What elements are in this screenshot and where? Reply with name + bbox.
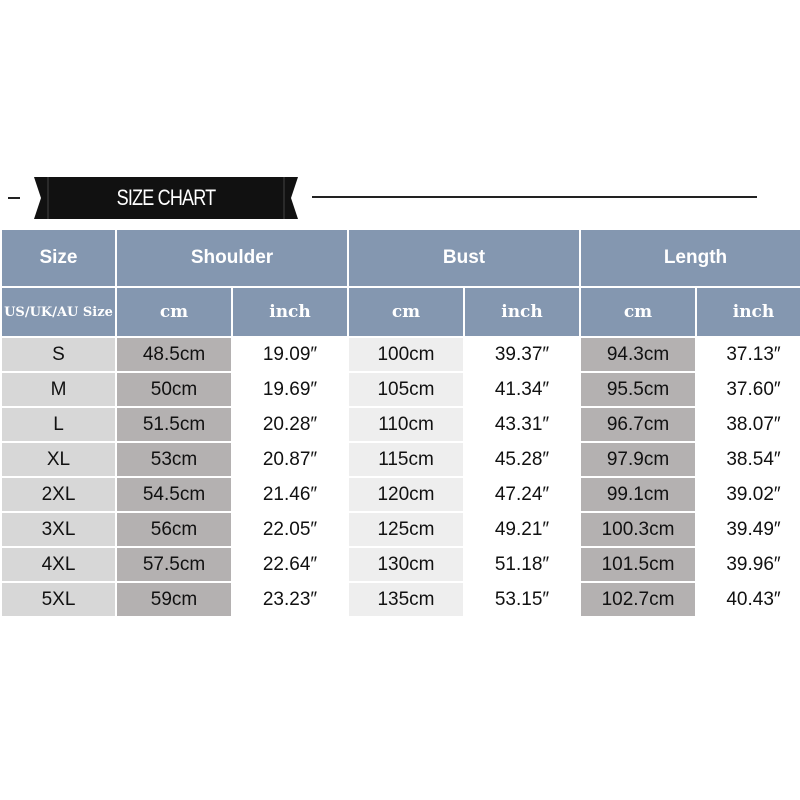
subheader-bust-inch: inch: [465, 288, 579, 336]
length-inch-cell: 39.96″: [697, 548, 800, 581]
bust-cm-cell: 135cm: [349, 583, 463, 616]
bust-cm-cell: 105cm: [349, 373, 463, 406]
length-inch-cell: 38.54″: [697, 443, 800, 476]
bust-cm-cell: 125cm: [349, 513, 463, 546]
shoulder-cm-cell: 57.5cm: [117, 548, 231, 581]
length-cm-cell: 94.3cm: [581, 338, 695, 371]
banner-rule: [312, 196, 757, 198]
length-inch-cell: 37.13″: [697, 338, 800, 371]
subheader-bust-cm: cm: [349, 288, 463, 336]
bust-inch-cell: 49.21″: [465, 513, 579, 546]
bust-inch-cell: 39.37″: [465, 338, 579, 371]
shoulder-cm-cell: 51.5cm: [117, 408, 231, 441]
size-cell: 2XL: [2, 478, 115, 511]
size-cell: M: [2, 373, 115, 406]
shoulder-inch-cell: 20.28″: [233, 408, 347, 441]
size-cell: 5XL: [2, 583, 115, 616]
subheader-length-cm: cm: [581, 288, 695, 336]
bust-cm-cell: 120cm: [349, 478, 463, 511]
length-cm-cell: 100.3cm: [581, 513, 695, 546]
bust-inch-cell: 45.28″: [465, 443, 579, 476]
bust-cm-cell: 100cm: [349, 338, 463, 371]
bust-inch-cell: 53.15″: [465, 583, 579, 616]
banner-dash: [8, 197, 20, 199]
bust-inch-cell: 43.31″: [465, 408, 579, 441]
header-length: Length: [581, 230, 800, 286]
header-size: Size: [2, 230, 115, 286]
banner-title: SIZE CHART: [116, 185, 216, 210]
length-inch-cell: 37.60″: [697, 373, 800, 406]
bust-inch-cell: 51.18″: [465, 548, 579, 581]
shoulder-inch-cell: 22.64″: [233, 548, 347, 581]
bust-inch-cell: 41.34″: [465, 373, 579, 406]
bust-cm-cell: 110cm: [349, 408, 463, 441]
bust-inch-cell: 47.24″: [465, 478, 579, 511]
header-shoulder: Shoulder: [117, 230, 347, 286]
length-cm-cell: 102.7cm: [581, 583, 695, 616]
length-cm-cell: 95.5cm: [581, 373, 695, 406]
subheader-size: US/UK/AU Size: [2, 288, 115, 336]
shoulder-inch-cell: 19.09″: [233, 338, 347, 371]
size-cell: 4XL: [2, 548, 115, 581]
shoulder-cm-cell: 53cm: [117, 443, 231, 476]
shoulder-cm-cell: 56cm: [117, 513, 231, 546]
length-cm-cell: 101.5cm: [581, 548, 695, 581]
shoulder-cm-cell: 59cm: [117, 583, 231, 616]
size-cell: 3XL: [2, 513, 115, 546]
shoulder-cm-cell: 50cm: [117, 373, 231, 406]
size-cell: S: [2, 338, 115, 371]
length-cm-cell: 96.7cm: [581, 408, 695, 441]
size-cell: L: [2, 408, 115, 441]
shoulder-inch-cell: 23.23″: [233, 583, 347, 616]
length-inch-cell: 39.02″: [697, 478, 800, 511]
size-cell: XL: [2, 443, 115, 476]
subheader-shoulder-inch: inch: [233, 288, 347, 336]
length-inch-cell: 39.49″: [697, 513, 800, 546]
shoulder-inch-cell: 21.46″: [233, 478, 347, 511]
shoulder-inch-cell: 22.05″: [233, 513, 347, 546]
shoulder-cm-cell: 48.5cm: [117, 338, 231, 371]
bust-cm-cell: 130cm: [349, 548, 463, 581]
subheader-shoulder-cm: cm: [117, 288, 231, 336]
subheader-length-inch: inch: [697, 288, 800, 336]
shoulder-cm-cell: 54.5cm: [117, 478, 231, 511]
bust-cm-cell: 115cm: [349, 443, 463, 476]
length-inch-cell: 40.43″: [697, 583, 800, 616]
shoulder-inch-cell: 20.87″: [233, 443, 347, 476]
length-inch-cell: 38.07″: [697, 408, 800, 441]
length-cm-cell: 97.9cm: [581, 443, 695, 476]
length-cm-cell: 99.1cm: [581, 478, 695, 511]
header-bust: Bust: [349, 230, 579, 286]
shoulder-inch-cell: 19.69″: [233, 373, 347, 406]
size-chart-table: [2, 230, 800, 616]
